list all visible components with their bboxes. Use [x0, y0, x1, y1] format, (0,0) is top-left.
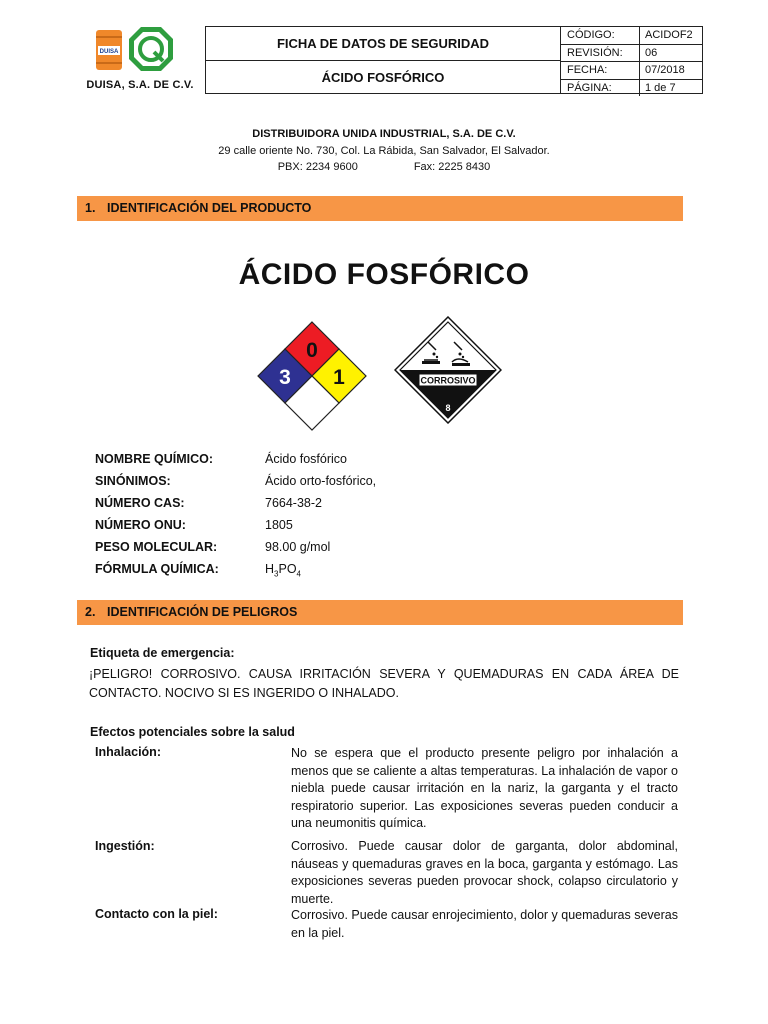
control-row-code: CÓDIGO: ACIDOF2 [561, 27, 702, 44]
document-title: FICHA DE DATOS DE SEGURIDAD [276, 36, 490, 51]
nfpa-flammability-value: 0 [306, 339, 318, 362]
distributor-name: DISTRIBUIDORA UNIDA INDUSTRIAL, S.A. DE C.V. [252, 128, 516, 140]
corrosive-label-icon [394, 316, 502, 424]
phone-number: PBX: 2234 9600 [277, 161, 358, 173]
emergency-text: ¡PELIGRO! CORROSIVO. CAUSA IRRITACIÓN SEVERA Y QUEMADURAS EN CADA ÁREA DE CONTACTO. NOCIVO SI ES INGERIDO O INHALADO. [89, 667, 679, 700]
chemical-formula: $H_3PO_4$ [265, 562, 301, 579]
section-number: 1. [85, 201, 96, 215]
company-name: DUISA, S.A. DE C.V. [86, 79, 194, 91]
section-title: IDENTIFICACIÓN DE PELIGROS [107, 605, 298, 619]
logo-text: DUISA [99, 49, 119, 55]
effect-text-ingestion: Corrosivo. Puede causar dolor de garganta, dolor abdominal, náuseas y quemaduras graves en la boca, garganta y estómago. Las exposiciones severas pueden provocar shock, colapso circulatorio y muerte. [291, 839, 678, 906]
corrosive-class-number: 8 [445, 403, 451, 413]
effect-label-skin-contact: Contacto con la piel: [95, 907, 218, 921]
section-1-header [77, 196, 683, 221]
distributor-contact [150, 161, 618, 173]
duisa-drum-logo-icon [95, 28, 123, 72]
effect-label-ingestion: Ingestión: [95, 839, 155, 853]
nfpa-reactivity-value: 1 [333, 366, 345, 389]
product-title: ÁCIDO FOSFÓRICO [238, 258, 530, 291]
health-effects-label: Efectos potenciales sobre la salud [90, 725, 295, 739]
control-row-page: PÁGINA: 1 de 7 [561, 79, 702, 97]
control-row-revision: REVISIÓN: 06 [561, 44, 702, 62]
emergency-label: Etiqueta de emergencia: [90, 646, 235, 660]
nfpa-health-value: 3 [279, 366, 291, 389]
section-title: IDENTIFICACIÓN DEL PRODUCTO [107, 201, 312, 215]
effect-text-skin-contact: Corrosivo. Puede causar enrojecimiento, dolor y quemaduras severas en la piel. [291, 908, 678, 940]
nfpa-diamond-icon [256, 320, 368, 432]
effect-text-inhalation: No se espera que el producto presente peligro por inhalación a menos que se caliente a altas temperaturas. La inhalación de vapor o niebla puede causar irritación en la nariz, la garganta y el tracto respiratorio superior. Las exposiciones severas pueden conducir a una neumonitis química. [291, 746, 678, 830]
corrosive-label-text: CORROSIVO [420, 375, 476, 386]
section-number: 2. [85, 605, 96, 619]
control-row-date: FECHA: 07/2018 [561, 61, 702, 79]
effect-label-inhalation: Inhalación: [95, 745, 161, 759]
document-header [205, 26, 561, 94]
document-product: ÁCIDO FOSFÓRICO [206, 60, 560, 94]
distributor-address: 29 calle oriente No. 730, Col. La Rábida, San Salvador, El Salvador. [218, 145, 550, 157]
document-control-table [560, 26, 703, 94]
fax-number: Fax: 2225 8430 [413, 161, 491, 173]
section-2-header [77, 600, 683, 625]
quality-logo-icon [128, 26, 174, 72]
